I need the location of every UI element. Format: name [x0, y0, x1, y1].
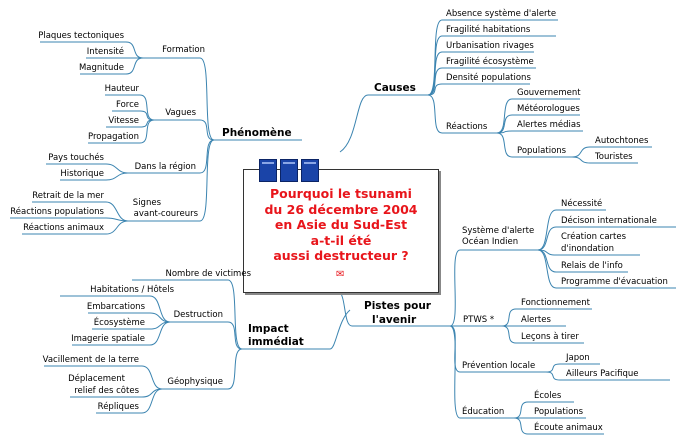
node-historique[interactable]: Historique	[60, 169, 104, 179]
node-vagues[interactable]: Vagues	[165, 108, 196, 118]
connector	[330, 310, 350, 349]
node-systeme-alerte[interactable]: Système d'alerte	[462, 226, 535, 236]
node-fonctionnement[interactable]: Fonctionnement	[521, 298, 590, 308]
node-deplacement[interactable]: Déplacement	[68, 374, 125, 384]
branch-impact-line2[interactable]: immédiat	[248, 336, 304, 348]
node-imagerie[interactable]: Imagerie spatiale	[71, 334, 145, 344]
block-icon	[280, 159, 298, 182]
node-reactions[interactable]: Réactions	[446, 122, 488, 132]
node-gouvernement[interactable]: Gouvernement	[517, 88, 581, 98]
node-dans-la-region[interactable]: Dans la région	[134, 162, 196, 172]
node-populations-edu[interactable]: Populations	[534, 407, 584, 417]
node-ailleurs-pacifique[interactable]: Ailleurs Pacifique	[566, 369, 639, 379]
node-alertes-medias[interactable]: Alertes médias	[517, 120, 581, 130]
node-retrait-mer[interactable]: Retrait de la mer	[32, 191, 104, 201]
node-ecoute-animaux[interactable]: Écoute animaux	[534, 423, 603, 433]
node-urbanisation[interactable]: Urbanisation rivages	[446, 41, 534, 51]
node-pays-touches[interactable]: Pays touchés	[48, 153, 104, 163]
central-title: Pourquoi le tsunami du 26 décembre 2004 en Asie du Sud-Est a-t-il été aussi destructeur ?	[264, 186, 418, 263]
node-magnitude[interactable]: Magnitude	[78, 63, 124, 73]
node-relief-cotes[interactable]: relief des côtes	[74, 386, 139, 396]
node-force[interactable]: Force	[116, 100, 139, 110]
branch-causes[interactable]: Causes	[374, 82, 416, 94]
node-embarcations[interactable]: Embarcations	[86, 302, 145, 312]
node-relais[interactable]: Relais de l'info	[561, 261, 623, 271]
branch-pistes-line2[interactable]: l'avenir	[372, 314, 417, 326]
branch-pistes[interactable]: Pistes pour	[364, 300, 431, 312]
node-prevention[interactable]: Prévention locale	[462, 361, 536, 371]
branch-phenomene[interactable]: Phénomène	[222, 127, 292, 139]
node-destruction[interactable]: Destruction	[173, 310, 223, 320]
connector	[143, 58, 214, 140]
node-touristes[interactable]: Touristes	[595, 152, 633, 162]
node-inondation[interactable]: d'inondation	[561, 244, 614, 254]
note-icon: ✉	[336, 269, 345, 280]
node-reactions-populations[interactable]: Réactions populations	[10, 207, 104, 217]
node-populations[interactable]: Populations	[517, 146, 567, 156]
node-repliques[interactable]: Répliques	[97, 402, 139, 412]
connector	[497, 131, 583, 133]
block-icon	[301, 159, 319, 182]
connector	[154, 120, 214, 140]
node-ptws[interactable]: PTWS *	[463, 315, 495, 325]
node-ocean-indien[interactable]: Océan Indien	[462, 237, 519, 247]
connector	[10, 218, 128, 221]
branch-impact[interactable]: Impact	[248, 323, 289, 335]
node-signes-line2[interactable]: avant-coureurs	[133, 209, 198, 219]
central-topic[interactable]	[243, 169, 439, 293]
node-ecoles[interactable]: Écoles	[534, 391, 562, 401]
node-programme[interactable]: Programme d'évacuation	[561, 277, 668, 287]
node-vacillement[interactable]: Vacillement de la terre	[42, 355, 139, 365]
node-lecons[interactable]: Leçons à tirer	[521, 332, 579, 342]
node-creation-cartes[interactable]: Création cartes	[561, 232, 627, 242]
node-education[interactable]: Éducation	[462, 407, 505, 417]
node-nombre-victimes[interactable]: Nombre de victimes	[165, 269, 251, 279]
node-formation[interactable]: Formation	[162, 45, 205, 55]
node-signes[interactable]: Signes	[132, 198, 161, 208]
node-absence-alerte[interactable]: Absence système d'alerte	[446, 9, 557, 19]
node-propagation[interactable]: Propagation	[88, 132, 139, 142]
node-plaques[interactable]: Plaques tectoniques	[38, 31, 124, 41]
node-fragilite-ecosysteme[interactable]: Fragilité écosystème	[446, 57, 534, 67]
connector	[340, 292, 352, 326]
node-densite[interactable]: Densité populations	[446, 73, 531, 83]
node-alertes[interactable]: Alertes	[521, 315, 551, 325]
node-meteorologues[interactable]: Météorologues	[517, 104, 580, 114]
connector	[340, 95, 368, 152]
node-ecosysteme[interactable]: Écosystème	[93, 318, 145, 328]
node-necessite[interactable]: Nécessité	[561, 199, 603, 209]
node-reactions-animaux[interactable]: Réactions animaux	[23, 223, 104, 233]
connector	[170, 322, 242, 349]
node-intensite[interactable]: Intensité	[86, 47, 124, 57]
node-japon[interactable]: Japon	[566, 353, 590, 363]
connector	[428, 84, 530, 95]
node-geophysique[interactable]: Géophysique	[167, 377, 223, 387]
node-habitations[interactable]: Habitations / Hôtels	[90, 285, 174, 295]
node-hauteur[interactable]: Hauteur	[104, 84, 139, 94]
node-vitesse[interactable]: Vitesse	[108, 116, 139, 126]
block-icon	[259, 159, 277, 182]
node-fragilite-habitations[interactable]: Fragilité habitations	[446, 25, 531, 35]
node-decison[interactable]: Décison internationale	[561, 216, 657, 226]
node-autochtones[interactable]: Autochtones	[595, 136, 649, 146]
